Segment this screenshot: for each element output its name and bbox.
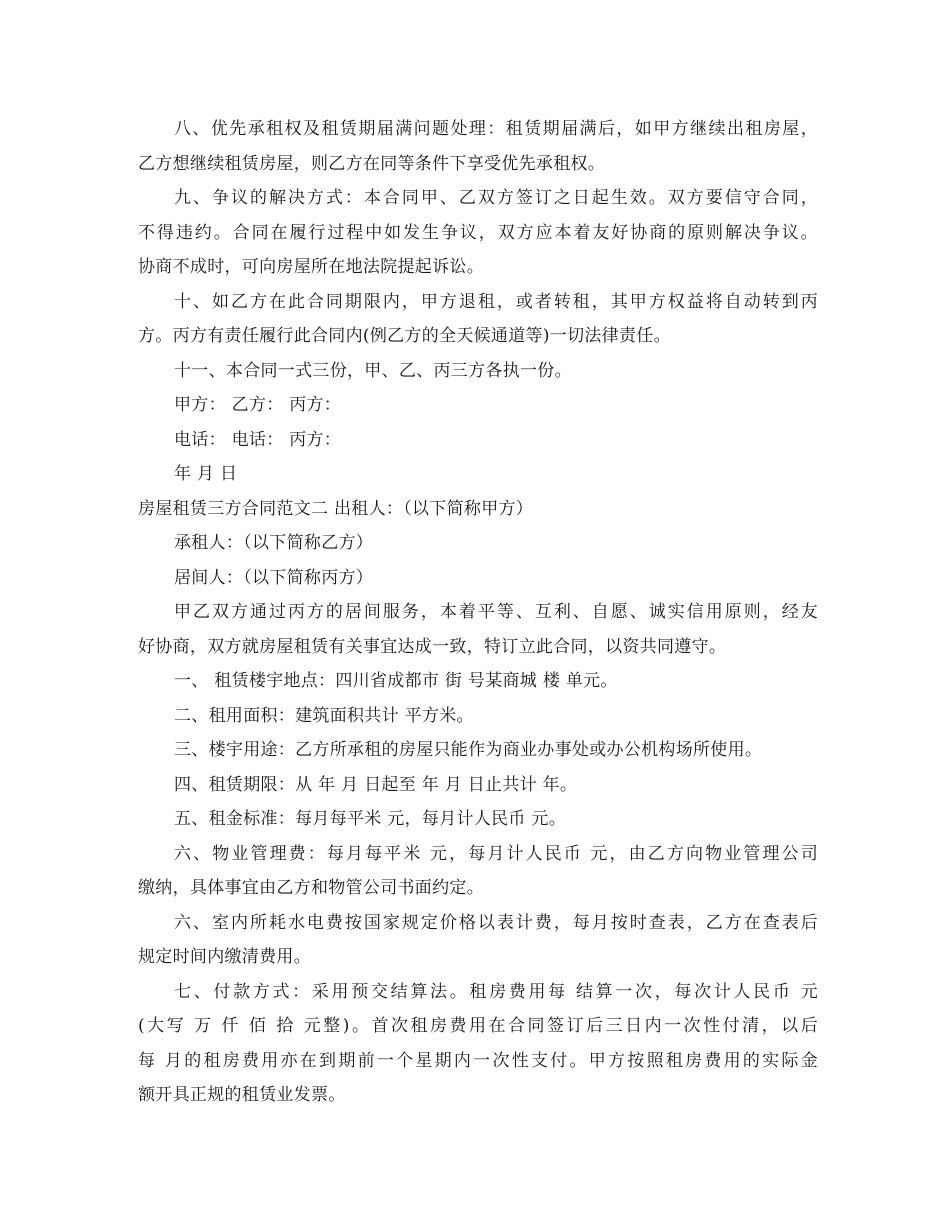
signature-date: 年 月 日 <box>174 464 238 484</box>
clause-7-payment-line-1: 七、付款方式：采用预交结算法。租房费用每 结算一次，每次计人民币 元 <box>174 981 818 1002</box>
clause-1-location: 一、 租赁楼宇地点：四川省成都市 街 号某商城 楼 单元。 <box>174 671 618 691</box>
clause-8-line-2: 乙方想继续租赁房屋，则乙方在同等条件下享受优先承租权。 <box>138 153 606 174</box>
clause-6-fee-line-1: 六、物业管理费：每月每平米 元，每月计人民币 元，由乙方向物业管理公司 <box>174 843 818 864</box>
preamble-line-2: 好协商，双方就房屋租赁有关事宜达成一致，特订立此合同，以资共同遵守。 <box>138 636 727 657</box>
clause-11-line: 十一、本合同一式三份，甲、乙、丙三方各执一份。 <box>174 360 572 381</box>
clause-7-payment-line-2: (大写 万 仟 佰 拾 元整)。首次租房费用在合同签订后三日内一次性付清，以后 <box>138 1016 818 1036</box>
document-page <box>138 112 818 1113</box>
preamble-line-1: 甲乙双方通过丙方的居间服务，本着平等、互利、自愿、诚实信用原则，经友 <box>174 602 818 622</box>
clause-7-payment-line-3: 每 月的租房费用亦在到期前一个星期内一次性支付。甲方按照租房费用的实际金 <box>138 1050 818 1071</box>
signature-phones: 电话： 电话： 丙方： <box>174 429 342 450</box>
lessee-line: 承租人：（以下简称乙方） <box>174 533 374 553</box>
clause-6-utilities-line-2: 规定时间内缴清费用。 <box>138 947 311 967</box>
clause-6-utilities-line-1: 六、室内所耗水电费按国家规定价格以表计费，每月按时查表，乙方在查表后 <box>174 912 818 933</box>
contract-2-heading: 房屋租赁三方合同范文二 出租人：（以下简称甲方） <box>138 498 534 519</box>
intermediary-line: 居间人：（以下简称丙方） <box>174 567 374 588</box>
clause-9-line-3: 协商不成时，可向房屋所在地法院提起诉讼。 <box>138 257 484 277</box>
clause-6-fee-line-2: 缴纳，具体事宜由乙方和物管公司书面约定。 <box>138 878 484 898</box>
clause-5-rent: 五、租金标准：每月每平米 元，每月计人民币 元。 <box>174 809 567 829</box>
clause-7-payment-line-4: 额开具正规的租赁业发票。 <box>138 1085 346 1105</box>
signature-parties: 甲方： 乙方： 丙方： <box>174 395 342 415</box>
clause-4-term: 四、租赁期限：从 年 月 日起至 年 月 日止共计 年。 <box>174 774 578 795</box>
clause-10-line-2: 方。丙方有责任履行此合同内(例乙方的全天候通道等)一切法律责任。 <box>138 326 671 346</box>
clause-3-usage: 三、楼宇用途：乙方所承租的房屋只能作为商业办事处或办公机构场所使用。 <box>174 740 763 760</box>
clause-2-area: 二、租用面积：建筑面积共计 平方米。 <box>174 705 474 726</box>
clause-9-line-2: 不得违约。合同在履行过程中如发生争议，双方应本着友好协商的原则解决争议。 <box>138 222 818 243</box>
clause-10-line-1: 十、如乙方在此合同期限内，甲方退租，或者转租，其甲方权益将自动转到丙 <box>174 291 818 312</box>
clause-8-line-1: 八、优先承租权及租赁期届满问题处理：租赁期届满后，如甲方继续出租房屋， <box>174 119 818 139</box>
clause-9-line-1: 九、争议的解决方式：本合同甲、乙双方签订之日起生效。双方要信守合同， <box>174 188 818 208</box>
